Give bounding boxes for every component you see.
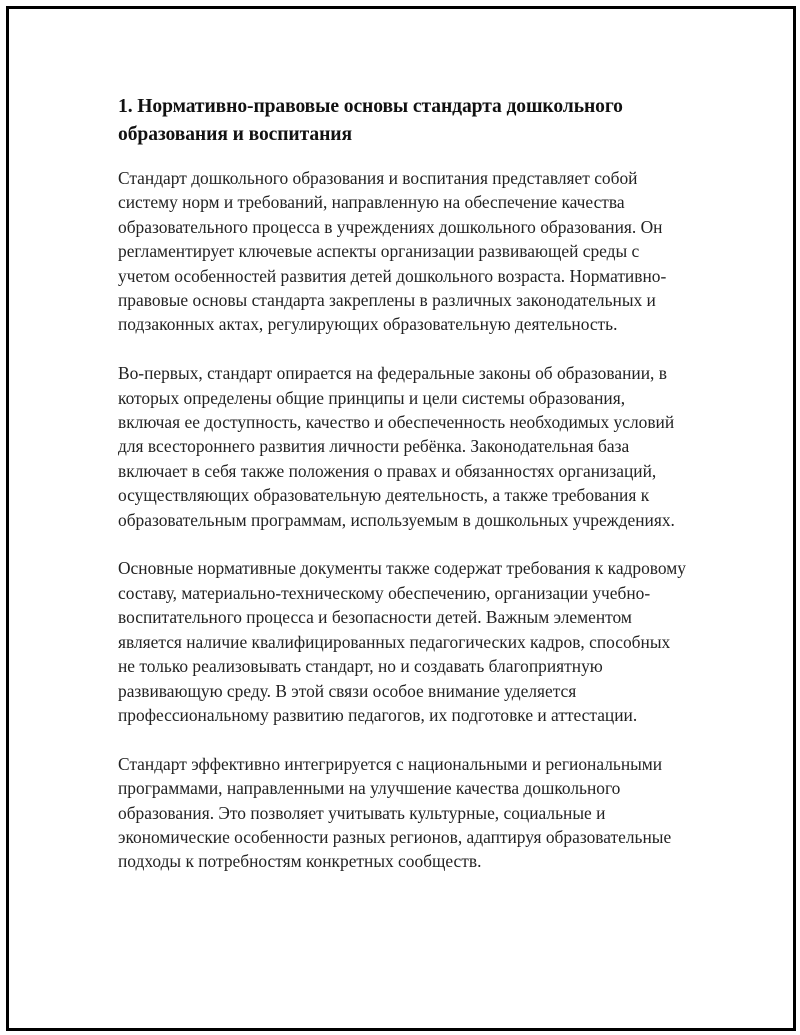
paragraph-3: Основные нормативные документы также содержат требования к кадровому составу, материально-техническому обеспечению, организации учебно-воспитательного процесса и безопасности детей. Важным элементом является наличие квалифицированных педагогических кадров, способных не только реализовывать стандарт, но и создавать благоприятную развивающую среду. В этой связи особое внимание уделяется профессиональному развитию педагогов, их подготовке и аттестации.	[118, 558, 686, 725]
paragraph-2: Во-первых, стандарт опирается на федеральные законы об образовании, в которых определены общие принципы и цели системы образования, включая ее доступность, качество и обеспеченность необходимых условий для всестороннего развития личности ребёнка. Законодательная база включает в себя также положения о правах и обязанностях организаций, осуществляющих образовательную деятельность, а также требования к образовательным программам, используемым в дошкольных учреждениях.	[118, 363, 675, 530]
section-heading: 1. Нормативно-правовые основы стандарта дошкольного образования и воспитания	[118, 96, 623, 145]
paragraph-4: Стандарт эффективно интегрируется с национальными и региональными программами, направленными на улучшение качества дошкольного образования. Это позволяет учитывать культурные, социальные и экономические особенности разных регионов, адаптируя образовательные подходы к потребностям конкретных сообществ.	[118, 753, 672, 872]
document-body	[118, 93, 690, 874]
paragraph-1: Стандарт дошкольного образования и воспитания представляет собой систему норм и требований, направленную на обеспечение качества образовательного процесса в учреждениях дошкольного образования. Он регламентирует ключевые аспекты организации развивающей среды с учетом особенностей развития детей дошкольного возраста. Нормативно-правовые основы стандарта закреплены в различных законодательных и подзаконных актах, регулирующих образовательную деятельность.	[118, 168, 667, 335]
